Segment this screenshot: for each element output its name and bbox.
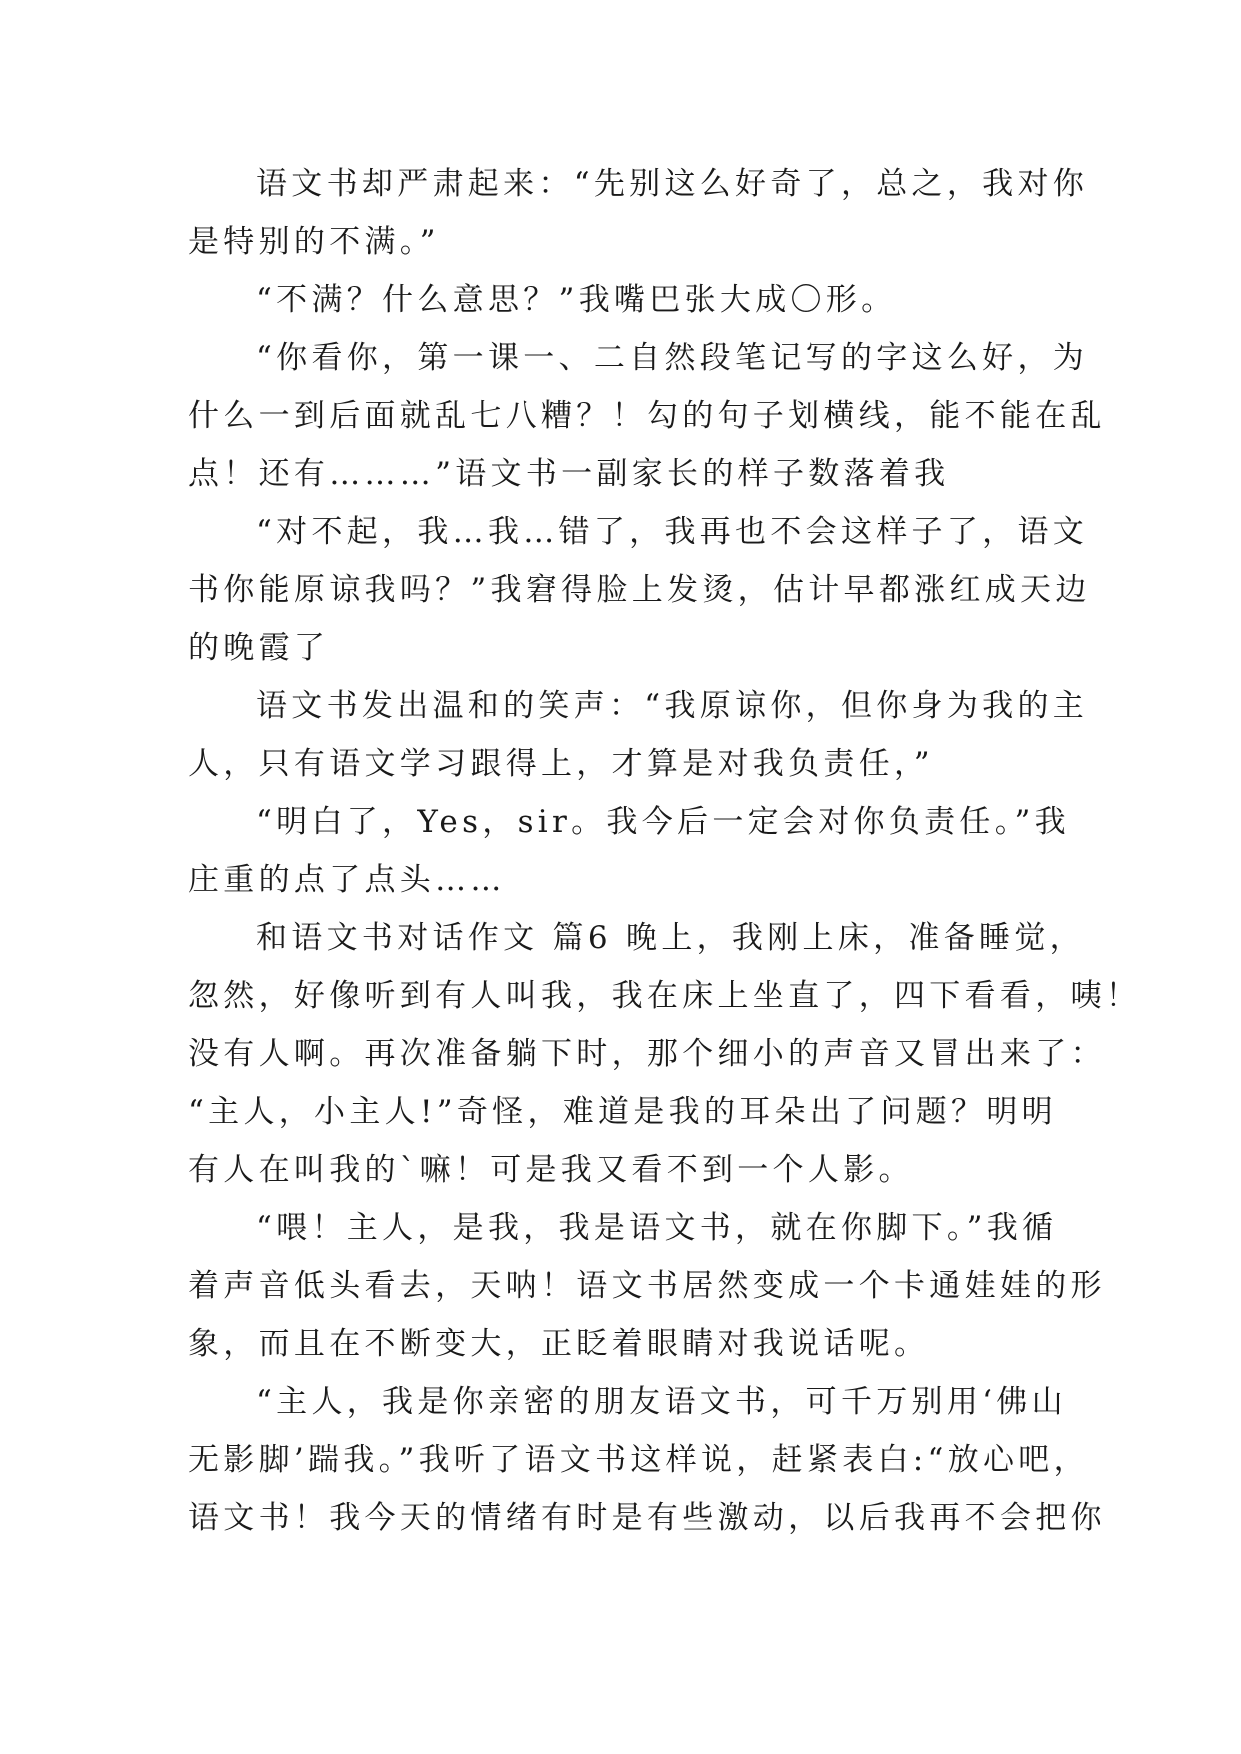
text-line: 语文书！我今天的情绪有时是有些激动，以后我再不会把你: [188, 1500, 1106, 1536]
text-line: 语文书却严肃起来：“先别这么好奇了，总之，我对你: [256, 166, 1089, 202]
text-line: “明白了，Yes，sir。我今后一定会对你负责任。”我: [256, 804, 1070, 840]
text-line: 象，而且在不断变大，正眨着眼睛对我说话呢。: [188, 1326, 930, 1362]
text-line: 庄重的点了点头……: [188, 862, 506, 898]
text-line: 忽然，好像听到有人叫我，我在床上坐直了，四下看看，咦！: [188, 978, 1142, 1014]
text-line: “不满？什么意思？”我嘴巴张大成〇形。: [256, 282, 897, 318]
text-line: “主人，我是你亲密的朋友语文书，可千万别用‘佛山: [256, 1384, 1067, 1420]
text-line: 书你能原谅我吗？”我窘得脸上发烫，估计早都涨红成天边: [188, 572, 1091, 608]
text-line: 点！还有………”语文书一副家长的样子数落着我: [188, 456, 950, 492]
text-line: “你看你，第一课一、二自然段笔记写的字这么好，为: [256, 340, 1089, 376]
text-line: 人，只有语文学习跟得上，才算是对我负责任，”: [188, 746, 934, 782]
text-line: 着声音低头看去，天呐！语文书居然变成一个卡通娃娃的形: [188, 1268, 1106, 1304]
text-line: 是特别的不满。”: [188, 224, 440, 260]
text-line: 和语文书对话作文 篇6 晚上，我刚上床，准备睡觉，: [256, 920, 1085, 956]
text-line: 有人在叫我的`嘛！可是我又看不到一个人影。: [188, 1152, 914, 1188]
text-line: 什么一到后面就乱七八糟？！勾的句子划横线，能不能在乱: [188, 398, 1106, 434]
text-line: 的晚霞了: [188, 630, 330, 666]
text-line: “主人，小主人!”奇怪，难道是我的耳朵出了问题？明明: [188, 1094, 1057, 1130]
text-line: 无影脚’踹我。”我听了语文书这样说，赶紧表白:“放心吧，: [188, 1442, 1089, 1478]
text-line: “对不起，我…我…错了，我再也不会这样子了，语文: [256, 514, 1089, 550]
text-line: “喂！主人，是我，我是语文书，就在你脚下。”我循: [256, 1210, 1058, 1246]
text-line: 语文书发出温和的笑声：“我原谅你，但你身为我的主: [256, 688, 1089, 724]
text-line: 没有人啊。再次准备躺下时，那个细小的声音又冒出来了：: [188, 1036, 1106, 1072]
document-body: [188, 155, 1142, 1547]
